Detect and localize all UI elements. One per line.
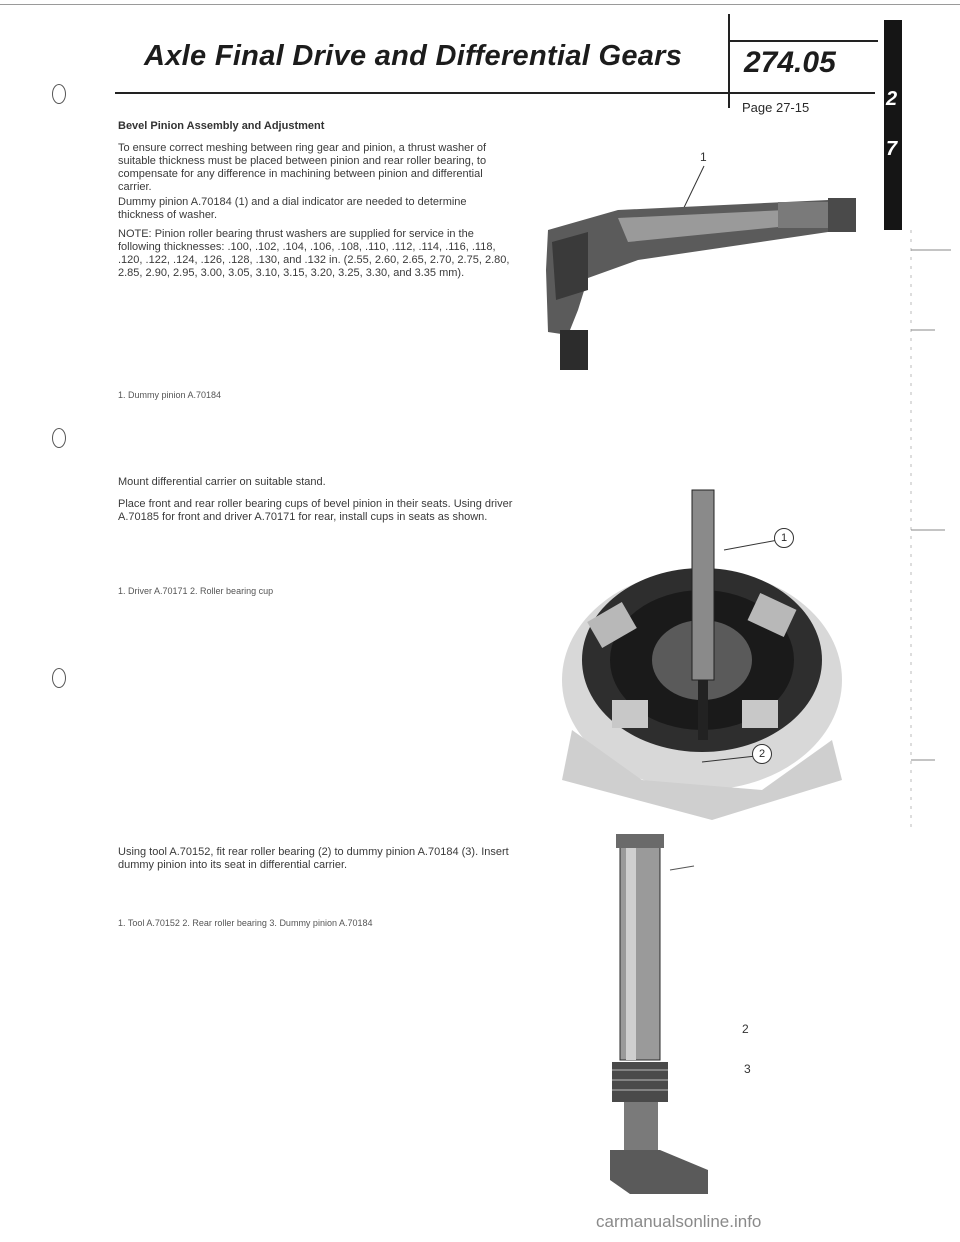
figure-3-label-2: 2	[742, 1022, 749, 1036]
binder-hole	[52, 84, 66, 104]
figure-2-callout-1: 1	[774, 528, 794, 548]
note-block	[118, 228, 518, 280]
watermark: carmanualsonline.info	[596, 1212, 762, 1231]
edge-tab-digit: 7	[886, 138, 898, 160]
intro-paragraph: To ensure correct meshing between ring gear and pinion, a thrust washer of suitable thickness must be placed between pinion and rear roller bearing, to compensate for any difference in machining between pinion and differential carrier.	[118, 142, 487, 193]
section-heading: Bevel Pinion Assembly and Adjustment	[118, 120, 325, 132]
figure-1-callout: 1	[700, 150, 707, 164]
fit-bearing-paragraph: Using tool A.70152, fit rear roller bearing (2) to dummy pinion A.70184 (3). Insert dummy pinion into its seat in differential carrier.	[118, 846, 509, 871]
section-code: 274.05	[744, 46, 836, 79]
figure-caption-2: 1. Driver A.70171 2. Roller bearing cup	[118, 586, 274, 596]
figure-caption-3: 1. Tool A.70152 2. Rear roller bearing 3. Dummy pinion A.70184	[118, 918, 373, 928]
page-edge-marks	[905, 230, 955, 830]
figure-2-callout-2: 2	[752, 744, 772, 764]
note-label: NOTE:	[118, 228, 152, 240]
page-title: Axle Final Drive and Differential Gears	[144, 40, 683, 72]
dummy-pinion-text: Dummy pinion A.70184 (1) and a dial indicator are needed to determine thickness of washer.	[118, 196, 467, 221]
edge-tab	[884, 20, 902, 230]
note-text: Pinion roller bearing thrust washers are supplied for service in the following thicknesses: .100, .102, .104, .106, .108, .110, .112, .114, .116, .118, .120, .122, .124, .126, .128, .130, and .132 in. (2.55, 2.60, 2.65, 2.70, 2.75, 2.80, 2.85, 2.90, 2.95, 3.00, 3.05, 3.10, 3.15, 3.20, 3.25, 3.30, and 3.35 mm).	[118, 228, 510, 279]
mount-carrier-paragraph: Mount differential carrier on suitable stand.	[118, 476, 326, 488]
page-number: Page 27-15	[742, 100, 810, 115]
place-cups-paragraph: Place front and rear roller bearing cups of bevel pinion in their seats. Using driver A.70185 for front and driver A.70171 for rear, install cups in seats as shown.	[118, 498, 513, 523]
binder-hole	[52, 428, 66, 448]
dummy-pinion-paragraph	[118, 196, 514, 222]
figure-caption-1: 1. Dummy pinion A.70184	[118, 390, 222, 400]
figure-3-label-3: 3	[744, 1062, 751, 1076]
dummy-pinion-figure	[528, 150, 874, 390]
tool-and-pinion-figure	[590, 830, 730, 1202]
header-rule	[115, 92, 875, 94]
binder-hole	[52, 668, 66, 688]
section-code-box-rule	[728, 40, 878, 42]
top-rule	[0, 4, 960, 5]
edge-tab-digit: 2	[886, 88, 898, 110]
carrier-with-driver-figure	[552, 480, 852, 820]
